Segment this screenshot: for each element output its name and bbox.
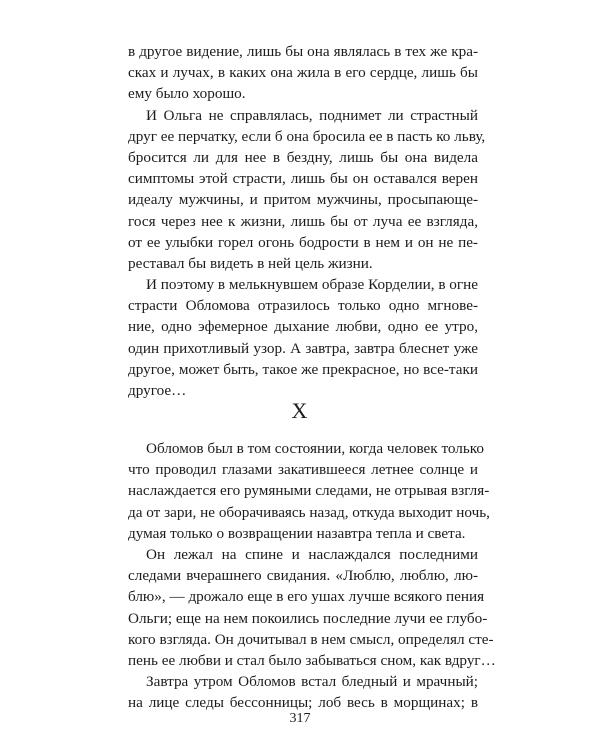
text-line: да от зари, не оборачиваясь назад, откуда выходит ночь, [128,503,490,521]
text-line: Он лежал на спине и наслаждался последними [146,545,478,563]
text-line: идеалу мужчины, и притом мужчины, просыпающе- [128,191,478,209]
text-line: блю», — дрожало еще в его ушах лучше всякого пения [128,588,485,606]
text-line: на лице следы бессонницы; лоб весь в морщинах; в [128,694,478,712]
text-line: Обломов был в том состоянии, когда человек только [146,440,484,457]
text-line: другое… [128,382,187,399]
text-line: И Ольга не справлялась, поднимет ли страстный [146,106,478,124]
top-text-block [128,41,486,401]
text-line: И поэтому в мелькнувшем образе Корделии, в огне [146,276,478,294]
text-line: пень ее любви и стал было забываться сном, как вдруг… [128,651,496,669]
text-line: страсти Обломова отразилось только одно мгнове- [128,297,478,315]
text-line: что проводил глазами закатившееся летнее солнце и [128,461,478,479]
text-line: реставал бы видеть в ней цель жизни. [128,254,373,272]
text-line: следами вчерашнего свидания. «Люблю, люблю, лю- [128,567,478,585]
text-line: бросится ли для нее в бездну, лишь бы она видела [128,148,478,166]
text-line: гося через нее к жизни, лишь бы от луча ее взгляда, [128,212,478,230]
text-line: Завтра утром Обломов встал бледный и мрачный; [146,673,478,691]
text-line: симптомы этой страсти, лишь бы он оставался верен [128,170,478,188]
text-line: кого взгляда. Он дочитывал в нем смысл, определял сте- [128,630,494,648]
bottom-text-block [128,438,496,713]
text-line: другое, может быть, такое же прекрасное, но все-таки [128,360,478,378]
text-line: ему было хорошо. [128,85,246,103]
text-line: в другое видение, лишь бы она являлась в тех же кра- [128,43,478,60]
text-line: наслаждается его румяными следами, не отрывая взгля- [128,482,490,500]
text-line: друг ее перчатку, если б она бросила ее в пасть ко льву, [128,127,486,145]
text-line: от ее улыбки горел огонь бодрости в нем и он не пе- [128,233,478,251]
text-line: Ольги; еще на нем покоились последние лучи ее глубо- [128,609,488,627]
text-line: ние, одно эфемерное дыхание любви, одно ее утро, [128,318,478,336]
text-line: сках и лучах, в каких она жила в его сердце, лишь бы [128,64,478,82]
text-line: один прихотливый узор. А завтра, завтра блеснет уже [128,339,478,357]
text-line: думая только о возвращении назавтра тепла и света. [128,524,466,542]
chapter-heading: X [291,398,309,423]
page-number: 317 [289,711,311,726]
